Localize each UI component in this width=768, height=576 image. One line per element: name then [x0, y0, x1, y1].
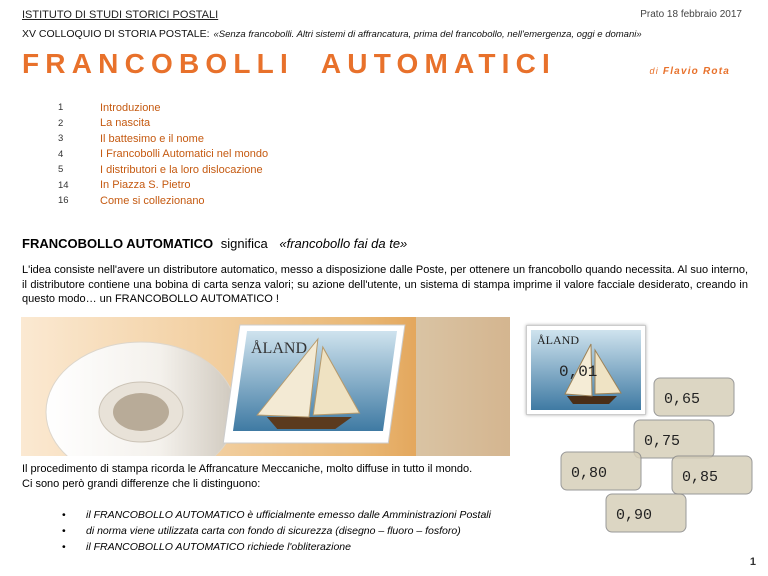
stamp-roll-photo — [21, 317, 510, 456]
toc-number: 3 — [58, 133, 64, 145]
main-stamp — [526, 325, 646, 415]
small-stamp-value: 0,65 — [664, 391, 701, 408]
toc-number: 1 — [58, 102, 64, 114]
toc-label[interactable]: Introduzione — [100, 101, 161, 114]
toc-label[interactable]: I distributori e la loro dislocazione — [100, 163, 263, 176]
toc-number: 2 — [58, 117, 64, 129]
toc-item[interactable] — [58, 178, 268, 194]
toc-item[interactable] — [58, 116, 268, 132]
process-text — [22, 462, 522, 492]
stamp-value: 0,01 — [559, 363, 598, 381]
small-stamp-value: 0,90 — [616, 507, 653, 524]
bullet-icon: • — [62, 509, 66, 521]
list-item — [62, 507, 491, 523]
toc-number: 4 — [58, 148, 64, 160]
page-title: FRANCOBOLLI AUTOMATICI — [22, 48, 557, 79]
toc-number: 5 — [58, 164, 64, 176]
list-item-text: il FRANCOBOLLO AUTOMATICO è ufficialmente emesso dalle Amministrazioni Postali — [86, 509, 491, 521]
list-item — [62, 539, 491, 555]
toc-item[interactable] — [58, 147, 268, 163]
small-stamp-value: 0,75 — [644, 433, 681, 450]
small-stamp-value: 0,80 — [571, 465, 608, 482]
toc-item[interactable] — [58, 162, 268, 178]
stamp-country: ÅLAND — [537, 333, 579, 347]
colloquium-subtitle: «Senza francobolli. Altri sistemi di affrancatura, prima del francobollo, nell'emergenza, oggi e domani» — [213, 29, 642, 40]
table-of-contents — [58, 100, 268, 209]
toc-number: 16 — [58, 195, 69, 207]
toc-label[interactable]: I Francobolli Automatici nel mondo — [100, 148, 269, 161]
toc-label[interactable]: La nascita — [100, 117, 151, 130]
definition-verb: significa — [220, 236, 268, 251]
toc-label[interactable]: Il battesimo e il nome — [100, 132, 204, 145]
colloquium-line — [22, 28, 642, 40]
process-line-2: Ci sono però grandi differenze che li distinguono: — [22, 478, 261, 490]
definition-term: FRANCOBOLLO AUTOMATICO — [22, 236, 214, 251]
definition-meaning: «francobollo fai da te» — [279, 236, 408, 251]
process-line-1: Il procedimento di stampa ricorda le Affrancature Meccaniche, molto diffuse in tutto il mondo. — [22, 463, 473, 475]
toc-label[interactable]: In Piazza S. Pietro — [100, 179, 191, 192]
colloquium-title: XV COLLOQUIO DI STORIA POSTALE: — [22, 28, 210, 40]
definition-line — [22, 236, 407, 251]
small-stamp-value: 0,85 — [682, 469, 719, 486]
presentation-date: Prato 18 febbraio 2017 — [640, 9, 742, 20]
toc-label[interactable]: Come si collezionano — [100, 194, 205, 207]
stamp-roll-image — [21, 317, 510, 456]
toc-item[interactable] — [58, 131, 268, 147]
toc-number: 14 — [58, 179, 69, 191]
toc-item[interactable] — [58, 100, 268, 116]
toc-item[interactable] — [58, 193, 268, 209]
author — [650, 66, 731, 77]
author-name: Flavio Rota — [662, 66, 730, 77]
author-prefix: di — [649, 66, 659, 76]
small-stamp — [600, 488, 692, 538]
bullet-icon: • — [62, 541, 66, 553]
list-item-text: di norma viene utilizzata carta con fondo di sicurezza (disegno – fluoro – fosforo) — [86, 525, 461, 537]
photo-country-label: ÅLAND — [251, 340, 307, 357]
intro-paragraph: L'idea consiste nell'avere un distributore automatico, messo a disposizione dalle Poste, per ottenere un francobollo quando necessita. Al suo interno, il distributore contiene una bobina di carta senza valori; su azione dell'utente, un sistema di stampa imprime il valore facciale desiderato, creando in questo modo… un FRANCOBOLLO AUTOMATICO ! — [22, 264, 748, 305]
bullet-icon: • — [62, 525, 66, 537]
page-number: 1 — [749, 556, 756, 568]
aland-stamp-image — [527, 326, 645, 414]
list-item-text: il FRANCOBOLLO AUTOMATICO richiede l'obliterazione — [86, 541, 351, 553]
differences-list — [62, 507, 491, 555]
list-item — [62, 523, 491, 539]
institute-name: ISTITUTO DI STUDI STORICI POSTALI — [22, 9, 219, 21]
